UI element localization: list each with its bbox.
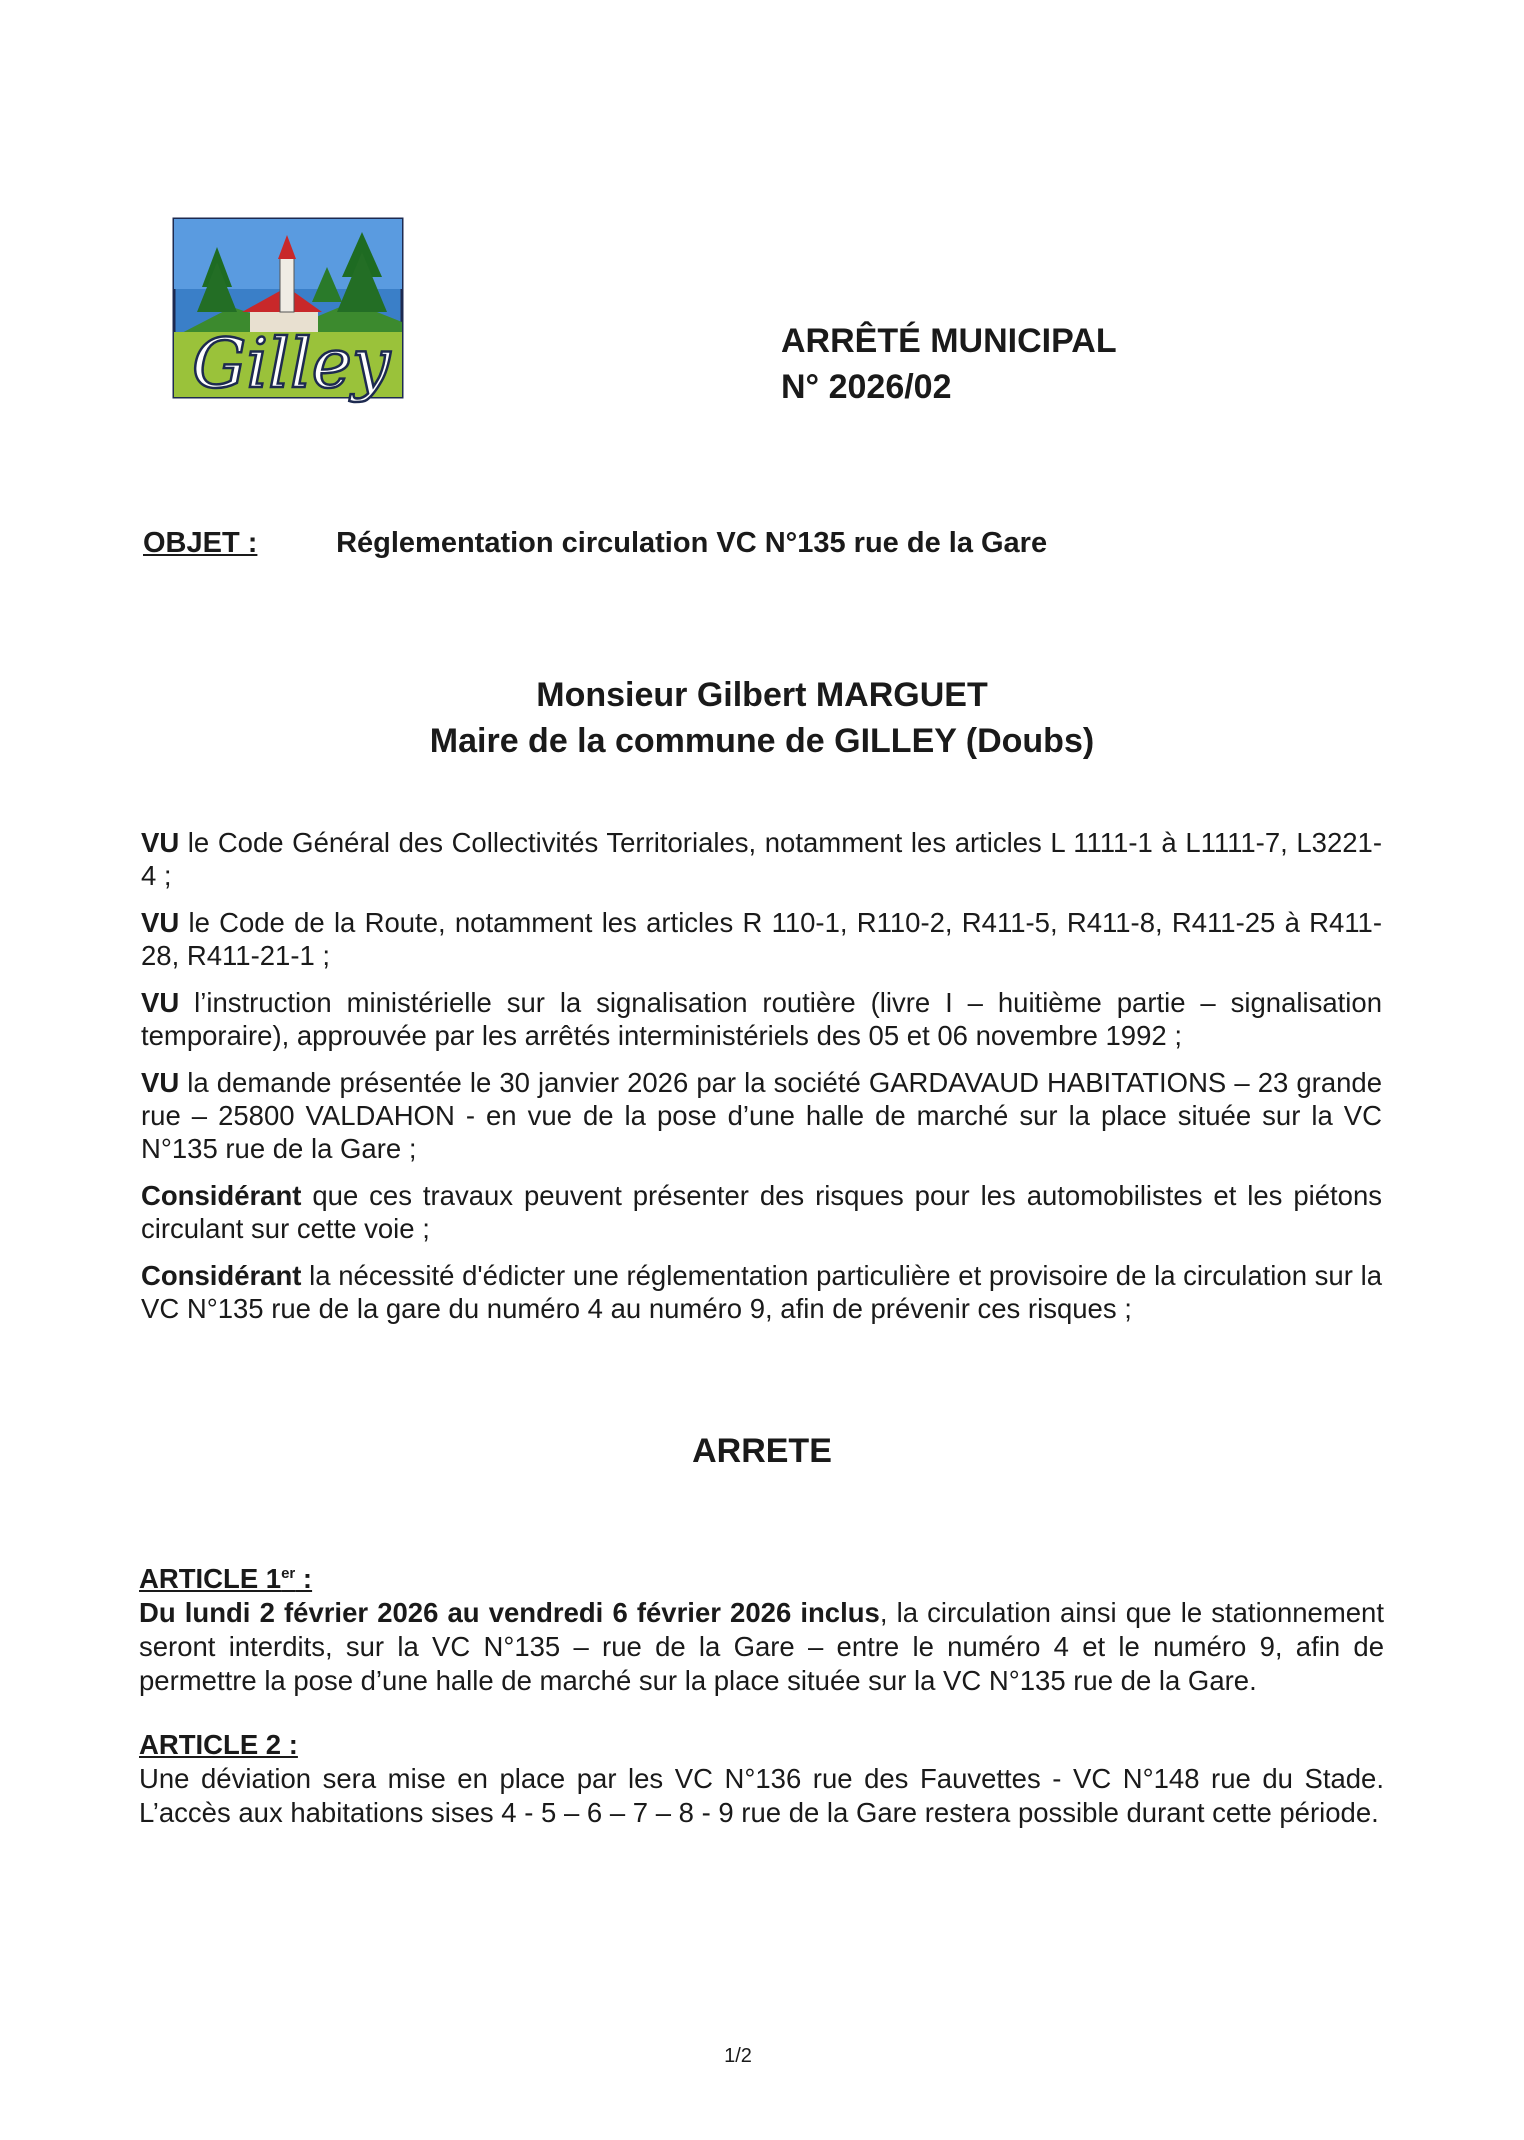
consideration-text: l’instruction ministérielle sur la signalisation routière (livre I – huitième partie – signalisation temporaire), approuvée par les arrêtés interministériels des 05 et 06 novembre 1992 ; [141, 987, 1382, 1051]
objet-label: OBJET : [143, 527, 258, 559]
decree-number: N° 2026/02 [781, 368, 952, 406]
article-1-body [139, 1596, 1384, 1698]
considerations-section [141, 826, 1382, 1339]
consideration-lead: VU [141, 827, 180, 858]
consideration-lead: VU [141, 987, 180, 1018]
article-2 [139, 1728, 1384, 1830]
logo-lettering: Gilley [192, 325, 391, 404]
consideration-paragraph [141, 1259, 1382, 1325]
article-1-text: , la circulation ainsi que le stationnement seront interdits, sur la VC N°135 – rue de la Gare – entre le numéro 4 et le numéro 9, afin de permettre la pose d’une halle de marché sur la place située sur la VC N°135 rue de la Gare. [139, 1597, 1384, 1697]
consideration-lead: Considérant [141, 1180, 302, 1211]
mayor-block [0, 672, 1524, 764]
decree-title [781, 318, 1117, 410]
page-number: 1/2 [724, 2045, 752, 2067]
consideration-paragraph [141, 826, 1382, 892]
gilley-logo [172, 217, 404, 409]
gilley-logo-image [172, 217, 404, 409]
consideration-lead: VU [141, 1067, 180, 1098]
objet-text: Réglementation circulation VC N°135 rue de la Gare [336, 527, 1048, 559]
article-1 [139, 1557, 1384, 1698]
article-1-title-text: ARTICLE 1 [139, 1563, 282, 1595]
article-2-title: ARTICLE 2 : [139, 1729, 298, 1761]
article-1-title [139, 1557, 1384, 1596]
consideration-text: la nécessité d'édicter une réglementation particulière et provisoire de la circulation sur la VC N°135 rue de la gare du numéro 4 au numéro 9, afin de prévenir ces risques ; [141, 1260, 1382, 1324]
consideration-lead: VU [141, 907, 180, 938]
mayor-name: Monsieur Gilbert MARGUET [536, 676, 988, 714]
articles-section [139, 1557, 1384, 1860]
consideration-paragraph [141, 1066, 1382, 1165]
consideration-text: la demande présentée le 30 janvier 2026 par la société GARDAVAUD HABITATIONS – 23 grande rue – 25800 VALDAHON - en vue de la pose d’une halle de marché sur la place située sur la VC N°135 rue de la Gare ; [141, 1067, 1382, 1164]
article-1-title-sup: er [281, 1565, 296, 1582]
arrete-heading: ARRETE [692, 1432, 832, 1470]
article-2-body: Une déviation sera mise en place par les VC N°136 rue des Fauvettes - VC N°148 rue du Stade. L’accès aux habitations sises 4 - 5 – 6 – 7 – 8 - 9 rue de la Gare restera possible durant cette période. [139, 1763, 1384, 1829]
consideration-paragraph [141, 906, 1382, 972]
objet-line [143, 527, 1047, 560]
consideration-text: que ces travaux peuvent présenter des risques pour les automobilistes et les piétons circulant sur cette voie ; [141, 1180, 1382, 1244]
article-1-title-colon: : [295, 1563, 313, 1595]
article-1-lead: Du lundi 2 février 2026 au vendredi 6 février 2026 inclus [139, 1597, 880, 1629]
mayor-title: Maire de la commune de GILLEY (Doubs) [429, 722, 1095, 760]
consideration-text: le Code de la Route, notamment les articles R 110-1, R110-2, R411-5, R411-8, R411-25 à R411-28, R411-21-1 ; [141, 907, 1382, 971]
decree-title-line1: ARRÊTÉ MUNICIPAL [781, 322, 1117, 360]
consideration-paragraph [141, 986, 1382, 1052]
consideration-lead: Considérant [141, 1260, 302, 1291]
consideration-paragraph [141, 1179, 1382, 1245]
consideration-text: le Code Général des Collectivités Territoriales, notamment les articles L 1111-1 à L1111-7, L3221-4 ; [141, 827, 1382, 891]
